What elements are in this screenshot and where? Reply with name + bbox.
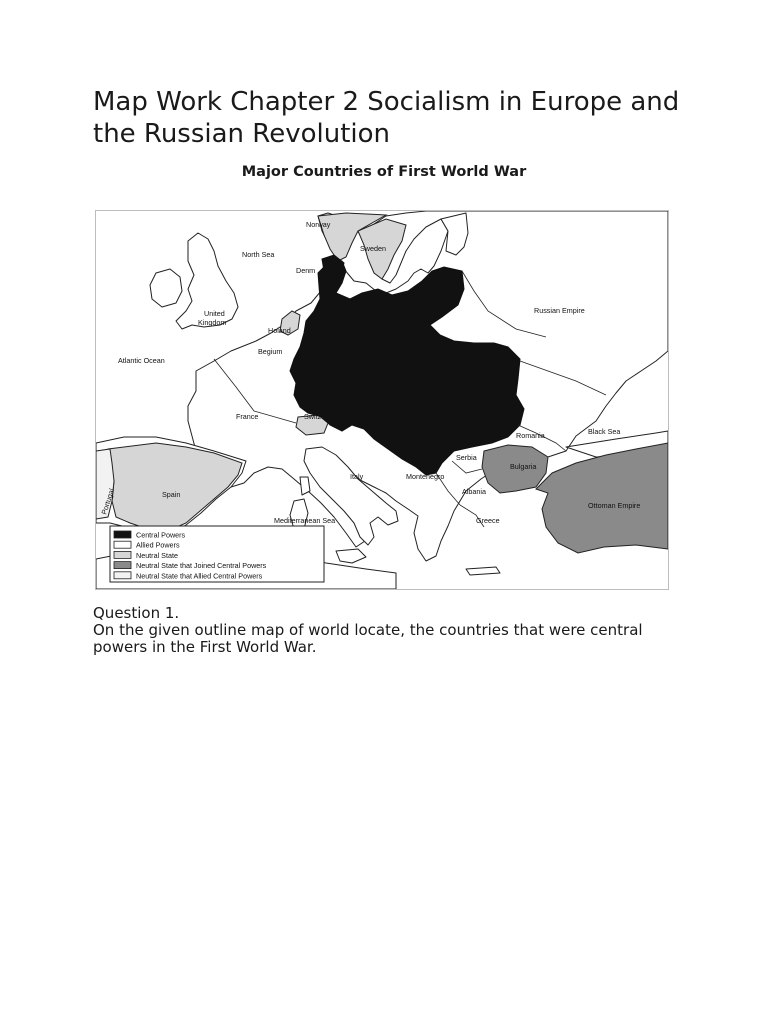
label-united-kingdom-2: Kingdom bbox=[198, 318, 227, 327]
crete bbox=[466, 567, 500, 575]
label-albania: Albania bbox=[462, 487, 486, 496]
legend-label-0: Central Powers bbox=[136, 530, 186, 540]
question-label: Question 1. bbox=[93, 604, 180, 622]
label-sweden: Sweden bbox=[360, 244, 386, 253]
map-heading bbox=[0, 164, 768, 180]
legend-label-3: Neutral State that Joined Central Powers bbox=[136, 561, 267, 571]
label-romania: Romania bbox=[516, 431, 545, 440]
label-belgium: Begium bbox=[258, 347, 283, 356]
label-black-sea: Black Sea bbox=[588, 427, 621, 436]
label-italy: Italy bbox=[350, 472, 364, 481]
label-holland: Holand bbox=[268, 326, 291, 335]
label-denmark: Denm bbox=[296, 266, 316, 275]
legend-swatch-4 bbox=[114, 572, 131, 579]
legend-label-2: Neutral State bbox=[136, 550, 178, 560]
label-greece: Greece bbox=[476, 516, 500, 525]
label-atlantic: Atlantic Ocean bbox=[118, 356, 165, 365]
label-bulgaria: Bulgaria bbox=[510, 462, 537, 471]
spain-region bbox=[108, 443, 242, 531]
label-portugal: Portugal bbox=[99, 487, 117, 516]
joined-central-powers bbox=[482, 443, 668, 553]
legend-swatch-0 bbox=[114, 531, 131, 538]
ottoman-region bbox=[536, 443, 668, 553]
label-russia: Russian Empire bbox=[534, 306, 585, 315]
europe-ww1-map bbox=[95, 210, 669, 590]
label-north-sea: North Sea bbox=[242, 250, 275, 259]
sicily bbox=[336, 549, 366, 563]
label-spain: Spain bbox=[162, 490, 181, 499]
legend-swatch-2 bbox=[114, 551, 131, 558]
map-legend bbox=[110, 526, 324, 582]
label-ottoman: Ottoman Empire bbox=[588, 501, 641, 510]
label-montenegro: Montenegro bbox=[406, 472, 445, 481]
label-united-kingdom-1: United bbox=[204, 309, 225, 318]
label-switz: Switz bbox=[304, 412, 322, 421]
label-mediterranean: Mediterranean Sea bbox=[274, 516, 336, 525]
question-text: On the given outline map of world locate, the countries that were central powers in the First World War. bbox=[93, 621, 643, 656]
legend-label-4: Neutral State that Allied Central Powers bbox=[136, 571, 263, 581]
page-title: Map Work Chapter 2 Socialism in Europe and the Russian Revolution bbox=[93, 87, 680, 149]
legend-label-1: Allied Powers bbox=[136, 540, 180, 550]
legend-swatch-3 bbox=[114, 562, 131, 569]
label-norway: Norway bbox=[306, 220, 331, 229]
label-serbia: Serbia bbox=[456, 453, 477, 462]
map-svg bbox=[96, 211, 668, 589]
legend-swatch-1 bbox=[114, 541, 131, 548]
ireland bbox=[150, 269, 182, 307]
label-france: France bbox=[236, 412, 259, 421]
map-heading-text: Major Countries of First World War bbox=[241, 164, 527, 180]
corsica bbox=[300, 477, 310, 495]
